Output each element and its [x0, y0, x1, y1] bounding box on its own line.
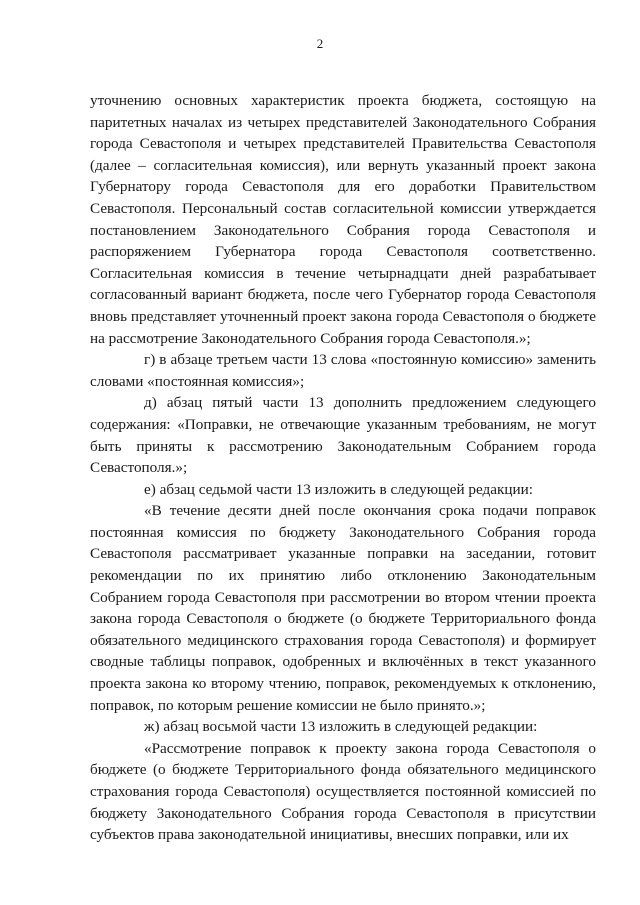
paragraph-quote-e: «В течение десяти дней после окончания срока подачи поправок постоянная комиссия по бюджету Законодательного Собрания города Севастополя рассматривает указанные поправки на заседании, готовит рекомендации по их принятию либо отклонению Законодательным Собранием города Севастополя при рассмотрении во втором чтении проекта закона города Севастополя о бюджете (о бюджете Территориального фонда обязательного медицинского страхования города Севастополя) и формирует сводные таблицы поправок, одобренных и включённых в текст указанного проекта закона ко второму чтению, поправок, рекомендуемых к отклонению, поправок, по которым решение комиссии не было принято.»;: [90, 502, 596, 714]
paragraph-continuation: уточнению основных характеристик проекта бюджета, состоящую на паритетных началах из четырех представителей Законодательного Собрания города Севастополя и четырех представителей Правительства Севастополя (далее – согласительная комиссия), или вернуть указанный проект закона Губернатору города Севастополя для его доработки Правительством Севастополя. Персональный состав согласительной комиссии утверждается постановлением Законодательного Собрания города Севастополя и распоряжением Губернатора города Севастополя соответственно. Согласительная комиссия в течение четырнадцати дней разрабатывает согласованный вариант бюджета, после чего Губернатор города Севастополя вновь представляет уточненный проект закона города Севастополя о бюджете на рассмотрение Законодательного Собрания города Севастополя.»;: [90, 92, 596, 347]
paragraph-item-g: г) в абзаце третьем части 13 слова «постоянную комиссию» заменить словами «постоянная комиссия»;: [90, 351, 596, 390]
paragraph-item-e: е) абзац седьмой части 13 изложить в следующей редакции:: [144, 480, 533, 498]
paragraph-quote-zh: «Рассмотрение поправок к проекту закона города Севастополя о бюджете (о бюджете Территориального фонда обязательного медицинского страхования города Севастополя) осуществляется постоянной комиссией по бюджету Законодательного Собрания города Севастополя в присутствии субъектов права законодательной инициативы, внесших поправки, или их: [90, 739, 596, 844]
paragraph-item-d: д) абзац пятый части 13 дополнить предложением следующего содержания: «Поправки, не отвечающие указанным требованиям, не могут быть приняты к рассмотрению Законодательным Собранием города Севастополя.»;: [90, 394, 596, 477]
page-number: 2: [316, 36, 324, 51]
paragraph-item-zh: ж) абзац восьмой части 13 изложить в следующей редакции:: [144, 718, 538, 736]
document-body: [90, 90, 596, 846]
